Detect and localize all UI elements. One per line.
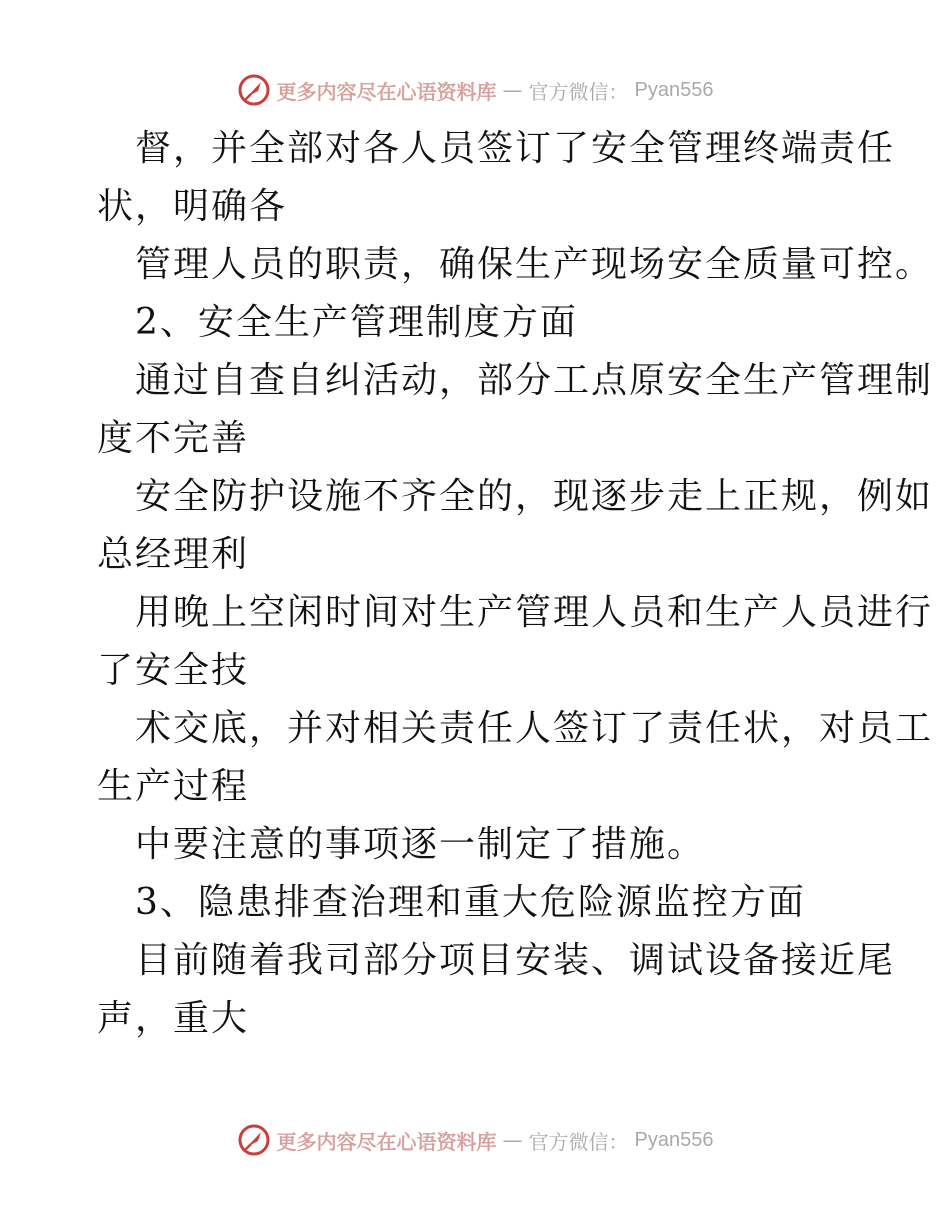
- text-line: 术交底，并对相关责任人签订了责任状，对员工: [135, 708, 934, 749]
- section-heading: 3、隐患排查治理和重大危险源监控方面: [135, 882, 806, 923]
- text-line: 安全防护设施不齐全的，现逐步走上正规，例如: [135, 476, 934, 517]
- text-line: 总经理利: [97, 534, 250, 575]
- text-line: 督，并全部对各人员签订了安全管理终端责任: [135, 128, 896, 169]
- banner-wechat-label: 官方微信：: [528, 1129, 629, 1154]
- text-line: 度不完善: [97, 418, 250, 459]
- banner-wechat-id: Pyan556: [634, 1128, 714, 1151]
- footer-watermark-banner: [0, 1120, 950, 1160]
- text-line: 了安全技: [97, 650, 250, 691]
- banner-brand-text: 更多内容尽在心语资料库: [276, 1129, 497, 1154]
- text-line: 目前随着我司部分项目安装、调试设备接近尾: [135, 940, 896, 981]
- banner-dash: —: [502, 1128, 523, 1152]
- quill-logo-icon: [237, 73, 271, 107]
- section-heading: 2、安全生产管理制度方面: [135, 302, 578, 343]
- quill-logo-icon: [237, 1123, 271, 1157]
- text-line: 管理人员的职责，确保生产现场安全质量可控。: [135, 244, 934, 285]
- banner-wechat-id: Pyan556: [634, 78, 714, 101]
- text-line: 生产过程: [97, 766, 250, 807]
- header-watermark-banner: [0, 70, 950, 110]
- text-line: 声，重大: [97, 998, 250, 1039]
- document-body: [97, 120, 934, 1048]
- text-line: 用晚上空闲时间对生产管理人员和生产人员进行: [135, 592, 934, 633]
- banner-brand-text: 更多内容尽在心语资料库: [276, 79, 497, 104]
- text-line: 中要注意的事项逐一制定了措施。: [135, 824, 706, 865]
- text-line: 通过自查自纠活动，部分工点原安全生产管理制: [135, 360, 934, 401]
- text-line: 状，明确各: [97, 186, 288, 227]
- banner-wechat-label: 官方微信：: [528, 79, 629, 104]
- banner-dash: —: [502, 78, 523, 102]
